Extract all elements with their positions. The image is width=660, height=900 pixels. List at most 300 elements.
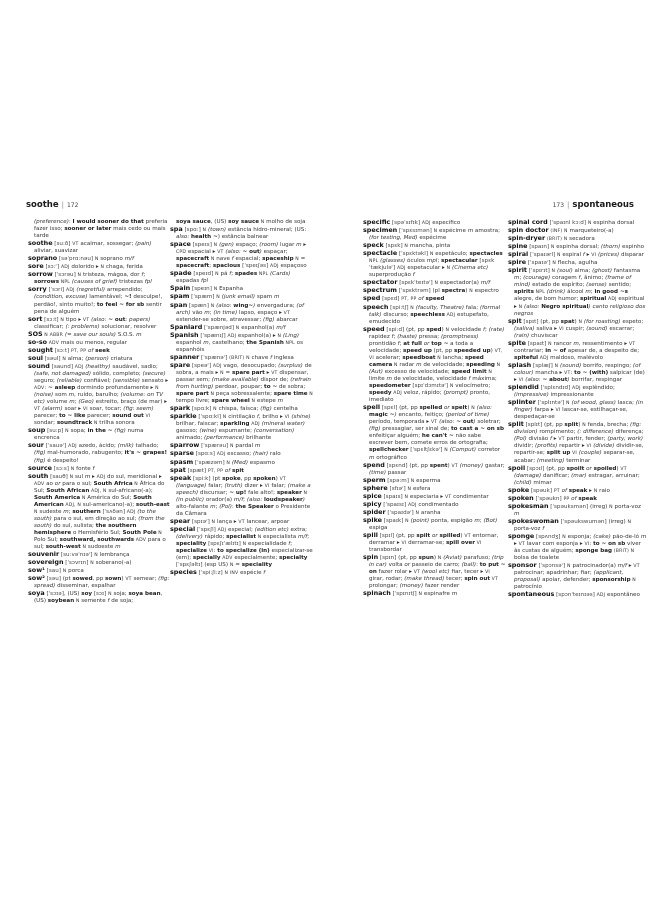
phrase: Negro spiritual: [541, 303, 589, 310]
translation: porta-voz: [514, 525, 543, 532]
gloss: (= save our souls): [64, 331, 116, 338]
pronunciation: [sɔɪ]: [92, 591, 109, 598]
headword: speech: [363, 302, 389, 311]
column-4: [508, 219, 648, 599]
gloss: m: [63, 508, 69, 515]
translation: :: [213, 548, 218, 555]
translation: animado;: [176, 435, 205, 442]
translation: ;: [143, 272, 146, 279]
gloss: (edition etc): [254, 526, 289, 533]
translation: do sul, sulista;: [51, 522, 96, 529]
gloss: f: [256, 414, 259, 421]
gloss: (truth): [224, 482, 243, 489]
pronunciation: [spɛk]: [383, 243, 405, 250]
gloss: m: [204, 309, 210, 316]
headword: spoil: [508, 463, 526, 472]
grammar-label: N: [433, 229, 438, 235]
pronunciation: [spaɪs]: [381, 493, 405, 500]
translation: sul-americano(-a);: [80, 501, 136, 508]
headword: Spanish: [170, 330, 199, 339]
translation: lembrança: [97, 552, 130, 559]
translation: numa encrenca: [34, 428, 144, 442]
gloss: (divide): [593, 443, 615, 450]
headword: speck: [363, 241, 384, 250]
gloss: m: [514, 275, 520, 282]
grammar-label: ADJ, N: [63, 502, 81, 508]
pronunciation: [ˈspænjəd]: [202, 324, 236, 331]
grammar-label: ADV: [34, 481, 45, 487]
translation: centelha: [271, 406, 298, 413]
gloss: ): [567, 376, 570, 383]
translation: parecer;: [85, 413, 113, 420]
translation: especiaria ▸: [408, 493, 445, 500]
translation: ): [490, 347, 495, 354]
phrase: ~ out: [108, 316, 126, 323]
dictionary-entry: [28, 347, 170, 355]
translation: lamentável;: [87, 294, 125, 301]
translation: semente: [79, 598, 108, 605]
grammar-label: VT: [34, 407, 41, 413]
grammar-label: N: [582, 423, 586, 429]
gloss: m: [416, 361, 422, 368]
translation: excesso de velocidade;: [382, 368, 452, 375]
gloss: m: [386, 375, 392, 382]
grammar-label: ADJ: [68, 444, 77, 450]
grammar-label: VI: [264, 483, 270, 489]
translation: espadas: [176, 278, 202, 285]
phrase: loudspeaker: [264, 496, 303, 503]
pronunciation: [ˈsplɛndɪd]: [538, 385, 573, 392]
translation: espanhol: [176, 339, 204, 346]
phrase: spoke: [222, 475, 241, 482]
translation: não sabe escrever bem, comete erros de ortografia;: [369, 433, 488, 447]
grammar-label: N: [80, 495, 86, 501]
translation: apoiar, defender;: [540, 577, 593, 584]
gloss: (meeting): [536, 457, 565, 464]
dictionary-entry: [363, 509, 506, 517]
translation: estância hidro-mineral; (US:: [226, 227, 307, 234]
translation: amostra;: [473, 228, 500, 235]
grammar-label: VT: [217, 250, 224, 256]
grammar-label: ADJ: [572, 386, 581, 392]
translation: ;: [209, 309, 214, 316]
gloss: (language): [176, 482, 207, 489]
grammar-label: N: [562, 237, 568, 243]
translation: Polo Sul;: [34, 537, 60, 544]
dictionary-entry: [363, 404, 506, 461]
translation: (pt, pp: [398, 555, 419, 562]
translation: discurso;: [381, 311, 411, 318]
pronunciation: [sɔ:ʳ]: [43, 264, 61, 271]
grammar-label: N: [404, 494, 409, 500]
gloss: m: [115, 544, 121, 551]
translation: partir, fender;: [564, 436, 608, 443]
right-page-number: 173: [552, 202, 565, 209]
gloss: f: [578, 275, 581, 282]
headword: spit: [508, 316, 522, 325]
translation: rancor: [551, 340, 574, 347]
grammar-label: ADV: [47, 340, 60, 346]
translation: impressionante: [548, 392, 594, 399]
translation: tristezas: [117, 279, 145, 286]
dictionary-entry: [508, 503, 648, 518]
headword: spill: [363, 530, 378, 539]
pronunciation: [spəˈsɪfɪk]: [390, 220, 422, 226]
grammar-label: N: [418, 592, 423, 598]
gloss: m: [467, 228, 474, 235]
translation: lancear, arpoar: [244, 518, 290, 525]
headword: sorrow: [28, 270, 53, 279]
gloss: (pain): [135, 241, 152, 248]
translation: ;: [68, 508, 73, 515]
translation: (irreg): [608, 518, 628, 525]
translation: , (US): [34, 591, 163, 605]
dictionary-entry: [363, 517, 506, 532]
gloss: m: [254, 443, 261, 450]
phrase: ~!: [124, 294, 132, 301]
translation: orador(a): [204, 496, 234, 503]
pronunciation: [sfɪəʳ]: [387, 485, 408, 492]
dictionary-entry: [28, 590, 170, 605]
translation: vão: [190, 309, 205, 316]
dictionary-entry: [508, 465, 648, 487]
headword: spicy: [363, 499, 382, 508]
grammar-label: ADJ: [96, 474, 106, 480]
dictionary-entry: [28, 219, 170, 240]
gloss: (in public): [176, 496, 205, 503]
headword: splash: [508, 360, 532, 369]
headword: soya: [28, 589, 45, 598]
gloss: (cake): [593, 533, 611, 540]
grammar-label: (BRIT): [612, 549, 630, 555]
translation: ▸: [552, 436, 559, 443]
gloss: (haste): [397, 333, 418, 340]
dictionary-entry: [170, 270, 313, 285]
pronunciation: [ˈspɪrɪt]: [526, 268, 552, 275]
gloss: (conversation): [253, 428, 295, 435]
translation: , ressentimento ▸: [578, 340, 629, 347]
pronunciation: [səˈprɑ:nəu]: [57, 256, 95, 263]
gloss: (rain): [514, 332, 530, 339]
pronunciation: [spɛkˈteɪtəʳ]: [397, 280, 435, 287]
translation: spam: [255, 294, 275, 301]
gloss: : papers): [125, 316, 151, 323]
grammar-label: N: [222, 415, 227, 421]
grammar-label: VI: [518, 377, 524, 383]
translation: vago, desocupado;: [221, 362, 279, 369]
grammar-label: N: [209, 257, 215, 263]
gloss: (make thread): [404, 576, 445, 583]
grammar-label: VI: [555, 408, 561, 414]
translation: patrocinador(a): [570, 563, 618, 570]
dictionary-entry: [28, 427, 170, 442]
grammar-label: N: [405, 518, 409, 524]
gloss: ): [302, 496, 305, 503]
headword: sponge: [508, 531, 535, 540]
grammar-label: VI: [143, 414, 151, 420]
gloss: (surplus): [278, 362, 303, 369]
translation: especialista: [261, 533, 298, 540]
translation: ponta, espigão: [429, 517, 475, 524]
grammar-label: VI: [82, 407, 88, 413]
headword: spider: [363, 507, 386, 516]
phrase: sped: [426, 326, 442, 333]
separator: |: [61, 201, 64, 209]
pronunciation: [spæt]: [185, 467, 208, 474]
translation: aliviar, suavizar: [34, 248, 79, 255]
grammar-label: VT: [413, 570, 421, 576]
translation: porta-voz: [612, 503, 641, 510]
translation: (pt, pp: [406, 326, 427, 333]
translation: fonte: [74, 465, 93, 472]
gloss: (Cards): [269, 271, 291, 278]
gloss: m/f: [617, 563, 627, 570]
gloss: (Aviat): [443, 555, 462, 562]
translation: dolorido ▸: [69, 264, 101, 271]
translation: ): [460, 532, 465, 539]
translation: do sul, meridional ▸: [105, 473, 162, 480]
translation: , castelhano;: [208, 339, 247, 346]
pronunciation: [speəʳ]: [190, 362, 213, 369]
gloss: m: [573, 340, 579, 347]
translation: espaçar;: [261, 249, 288, 256]
translation: ;: [74, 399, 79, 406]
grammar-label: ADJ, N: [89, 488, 107, 494]
translation: sondar;: [34, 420, 57, 427]
headword: sorry: [28, 285, 47, 294]
headword: soprano: [28, 254, 58, 263]
headword: SOS: [28, 329, 43, 338]
dictionary-entry: [28, 442, 170, 464]
gloss: (time): [369, 469, 387, 476]
gloss: (person): [85, 355, 109, 362]
left-guide-word: soothe: [26, 200, 59, 210]
phrase: split: [564, 422, 579, 429]
phrase: spat: [560, 318, 575, 325]
grammar-label: N: [407, 486, 412, 492]
gloss: f: [397, 340, 400, 347]
gloss: (profits): [535, 443, 558, 450]
phrase: spent: [429, 462, 448, 469]
gloss: m/f: [233, 496, 244, 503]
headword: spoken: [508, 493, 534, 502]
grammar-label: N: [65, 429, 69, 435]
dictionary-entry: [508, 518, 648, 533]
dictionary-entry: [363, 590, 506, 598]
gloss: (sound): [559, 362, 582, 369]
translation: escarrar;: [607, 325, 635, 332]
grammar-label: VT: [279, 476, 286, 482]
gloss: (fig): [263, 316, 275, 323]
translation: fale alto!;: [246, 489, 277, 496]
pronunciation: [spɪt]: [521, 318, 541, 325]
gloss: (also:: [225, 249, 243, 256]
phrase: specialty: [279, 555, 308, 562]
grammar-label: N: [259, 220, 265, 225]
grammar-label: NPL: [369, 259, 379, 265]
gloss: (damage): [514, 472, 542, 479]
phrase: spacious: [212, 263, 241, 270]
translation: contrariar;: [514, 347, 546, 354]
translation: (pt, pp: [431, 347, 454, 354]
pronunciation: [spɑ:k]: [190, 406, 214, 413]
translation: repartir ▸: [557, 443, 587, 450]
phrase: speciality: [176, 541, 207, 548]
grammar-label: VT: [430, 420, 438, 426]
grammar-label: N: [518, 304, 523, 310]
gloss: (junk email): [221, 294, 256, 301]
pronunciation: [sauθ]: [48, 473, 70, 480]
phrase: sowed: [72, 576, 93, 583]
phrase: spacecraft: [176, 263, 210, 270]
phrase: spare part: [176, 391, 209, 398]
translation: ▸: [587, 487, 594, 494]
phrase: spectacular: [440, 258, 478, 265]
gloss: (also:: [246, 496, 265, 503]
translation: espinha dorsal: [591, 220, 635, 226]
gloss: f: [391, 333, 394, 340]
dictionary-entry: [28, 575, 170, 590]
gloss: or: [423, 340, 430, 347]
gloss: (frame of mind): [514, 275, 632, 289]
translation: ortográfico: [374, 454, 407, 461]
translation: ;: [231, 271, 235, 278]
translation: pronto, imediato: [369, 390, 491, 404]
translation: volta: [386, 562, 405, 569]
phrase: speeded up: [454, 347, 491, 354]
headword: spa: [170, 225, 183, 234]
gloss: (Bot): [483, 517, 498, 524]
left-page-number: 172: [66, 202, 79, 209]
grammar-label: N: [213, 407, 217, 413]
grammar-label: N: [62, 356, 66, 362]
translation: chispa, faísca;: [216, 406, 261, 413]
pronunciation: [spɔnˈteɪnɪəs]: [554, 592, 597, 599]
headword: spoke: [508, 485, 530, 494]
gloss: canto religioso dos negros: [514, 303, 646, 317]
grammar-label: N: [486, 369, 493, 375]
pronunciation: [sɔ:t]: [52, 347, 71, 354]
translation: ;: [290, 541, 293, 548]
translation: espécime: [417, 235, 447, 242]
gloss: or: [443, 405, 450, 412]
translation: rápido;: [202, 533, 227, 540]
gloss: (in finger): [514, 400, 644, 414]
phrase: spectacles: [469, 251, 503, 258]
translation: esperma: [414, 477, 441, 484]
headword: spade: [170, 269, 192, 278]
translation: ▸: [584, 252, 592, 259]
gloss: m: [369, 454, 375, 461]
pronunciation: [speɪd]: [191, 271, 216, 278]
phrase: spill over: [445, 540, 476, 547]
grammar-label: N: [156, 530, 162, 536]
dictionary-entry: [170, 293, 313, 301]
phrase: speciality: [241, 562, 272, 569]
phrase: soy sauce: [228, 219, 260, 225]
headword: spirit: [508, 266, 527, 275]
translation: maldoso, malévolo: [548, 354, 604, 361]
translation: mais ou menos, regular: [59, 339, 128, 346]
gloss: ): [473, 419, 476, 426]
headword: spite: [508, 338, 526, 347]
translation: disseminar, espalhar: [55, 583, 116, 590]
pronunciation: [ˈspaɪəʳ]: [526, 260, 553, 267]
phrase: in good ~s: [594, 289, 628, 296]
grammar-label: N: [471, 406, 475, 412]
gloss: (money): [399, 583, 424, 590]
translation: encanto, feitiço;: [396, 412, 446, 419]
phrase: soybean: [47, 598, 75, 605]
grammar-label: VT: [490, 577, 499, 583]
translation: diferença;: [613, 429, 644, 436]
gloss: (child): [514, 479, 532, 486]
gloss: ): [394, 412, 397, 419]
gloss: m: [451, 591, 458, 598]
phrase: spilt: [416, 532, 431, 539]
translation: específico: [430, 220, 461, 226]
translation: soar, tocar;: [87, 406, 124, 413]
phrase: spiteful: [514, 354, 539, 361]
pronunciation: [sau]: [44, 568, 63, 575]
translation: ): [441, 326, 446, 333]
translation: solucionar, resolver: [99, 323, 157, 330]
grammar-label: ADJ: [227, 333, 237, 339]
headword: sought: [28, 345, 53, 354]
dictionary-entry: [508, 318, 648, 340]
grammar-label: N: [213, 287, 218, 293]
phrase: specially: [192, 555, 221, 562]
translation: transbordar: [369, 547, 402, 554]
translation: rapidez: [369, 333, 392, 340]
gloss: (Aut): [369, 368, 383, 375]
gloss: (performance): [204, 435, 245, 442]
grammar-label: ADJ: [212, 363, 222, 369]
gloss: or: [431, 532, 438, 539]
translation: ▸: [301, 242, 307, 249]
translation: de velocidade, velocidade: [391, 375, 469, 382]
headword: spire: [508, 258, 527, 267]
translation: fiar, tecer ▸: [449, 569, 486, 576]
translation: América do Sul;: [85, 494, 134, 501]
translation: ;: [479, 517, 484, 524]
headword: spontaneous: [508, 590, 555, 599]
grammar-label: N: [449, 384, 454, 390]
translation: ): [616, 465, 621, 472]
translation: soberano(-a): [93, 560, 132, 567]
grammar-label: N: [132, 481, 138, 487]
translation: chaga, ferida: [104, 264, 143, 271]
headword: spell: [363, 403, 381, 412]
translation: o Presidente da Câmara: [176, 503, 311, 517]
headword: split: [508, 420, 524, 429]
translation: soprano: [98, 256, 125, 263]
pronunciation: [spaɪt]: [525, 340, 549, 347]
gloss: m/f: [276, 324, 286, 331]
translation: marqueteiro(-a): [567, 228, 614, 235]
translation: ;: [307, 533, 310, 540]
pronunciation: [spɪn]: [378, 555, 399, 562]
dictionary-entry: [363, 250, 506, 279]
grammar-label: N: [69, 474, 74, 480]
phrase: South Pole: [122, 529, 157, 536]
grammar-label: N: [108, 592, 112, 598]
phrase: speak: [568, 487, 588, 494]
translation: África do Sul;: [34, 480, 165, 494]
pronunciation: [spɔɪl]: [525, 465, 547, 472]
pronunciation: [ˈsɔɪə],: [44, 591, 68, 598]
translation: :: [570, 369, 575, 376]
